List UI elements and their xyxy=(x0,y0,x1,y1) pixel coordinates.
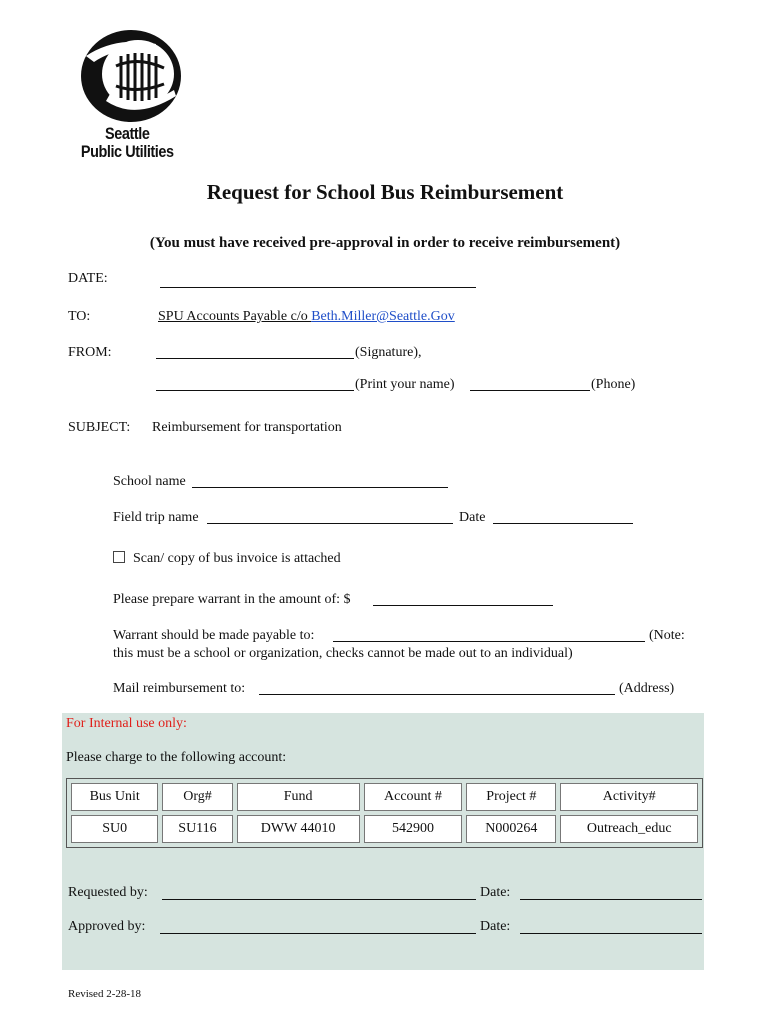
account-table-header-row xyxy=(71,783,698,811)
requested-by-field[interactable] xyxy=(162,899,476,900)
mail-address-field[interactable] xyxy=(259,694,615,695)
requested-date-field[interactable] xyxy=(520,899,702,900)
payable-field[interactable] xyxy=(333,641,645,642)
school-name-field[interactable] xyxy=(192,487,448,488)
revised-date: Revised 2-28-18 xyxy=(68,988,142,1000)
value-project[interactable]: N000264 xyxy=(466,815,556,843)
signature-field[interactable] xyxy=(156,358,354,359)
phone-suffix: (Phone) xyxy=(591,377,636,392)
requested-date-label: Date: xyxy=(480,885,511,900)
header-account: Account # xyxy=(364,783,463,811)
value-activity[interactable]: Outreach_educ xyxy=(560,815,698,843)
field-trip-date-field[interactable] xyxy=(493,523,633,524)
field-trip-field[interactable] xyxy=(207,523,453,524)
logo-line-seattle: Seattle xyxy=(105,124,150,143)
to-text: SPU Accounts Payable c/o xyxy=(158,309,312,324)
header-bus-unit: Bus Unit xyxy=(71,783,158,811)
field-trip-label: Field trip name xyxy=(113,510,199,525)
header-activity: Activity# xyxy=(560,783,698,811)
from-label: FROM: xyxy=(68,345,112,360)
payable-note: this must be a school or organization, checks cannot be made out to an individual) xyxy=(113,646,573,661)
page-subtitle: (You must have received pre-approval in order to receive reimbursement) xyxy=(149,235,621,251)
approved-by-field[interactable] xyxy=(160,933,476,934)
print-name-field[interactable] xyxy=(156,390,354,391)
account-table xyxy=(66,778,703,848)
charge-label: Please charge to the following account: xyxy=(66,750,287,765)
phone-field[interactable] xyxy=(470,390,590,391)
requested-by-label: Requested by: xyxy=(68,885,148,900)
value-account[interactable]: 542900 xyxy=(364,815,463,843)
seattle-seal-icon xyxy=(76,26,186,126)
approved-date-field[interactable] xyxy=(520,933,702,934)
signature-suffix: (Signature), xyxy=(355,345,422,360)
payable-note-start: (Note: xyxy=(649,628,685,643)
invoice-checkbox-row xyxy=(113,551,341,567)
value-org[interactable]: SU116 xyxy=(162,815,232,843)
to-line xyxy=(158,309,455,325)
payable-label: Warrant should be made payable to: xyxy=(113,628,315,643)
internal-use-label: For Internal use only: xyxy=(66,716,187,731)
warrant-amount-label: Please prepare warrant in the amount of: $ xyxy=(113,592,351,607)
header-org: Org# xyxy=(162,783,232,811)
school-name-label: School name xyxy=(113,474,186,489)
logo-line-public-utilities: Public Utilities xyxy=(80,142,174,161)
value-bus-unit[interactable]: SU0 xyxy=(71,815,158,843)
date-label: DATE: xyxy=(68,271,108,286)
subject-label: SUBJECT: xyxy=(68,420,131,435)
mail-label: Mail reimbursement to: xyxy=(113,681,246,696)
to-label: TO: xyxy=(68,309,91,324)
approved-date-label: Date: xyxy=(480,919,511,934)
invoice-checkbox[interactable] xyxy=(113,551,125,563)
field-trip-date-label: Date xyxy=(459,510,486,525)
approved-by-label: Approved by: xyxy=(68,919,146,934)
header-fund: Fund xyxy=(237,783,360,811)
page-title: Request for School Bus Reimbursement xyxy=(206,180,564,204)
email-link[interactable]: Beth.Miller@Seattle.Gov xyxy=(311,309,455,324)
account-table-value-row xyxy=(71,815,698,843)
value-fund[interactable]: DWW 44010 xyxy=(237,815,360,843)
invoice-checkbox-label: Scan/ copy of bus invoice is attached xyxy=(133,551,341,566)
subject-text: Reimbursement for transportation xyxy=(152,420,342,435)
seattle-public-utilities-logo xyxy=(72,26,192,166)
header-project: Project # xyxy=(466,783,556,811)
print-name-suffix: (Print your name) xyxy=(355,377,455,392)
date-field[interactable] xyxy=(160,287,476,288)
mail-suffix: (Address) xyxy=(619,681,675,696)
warrant-amount-field[interactable] xyxy=(373,605,553,606)
